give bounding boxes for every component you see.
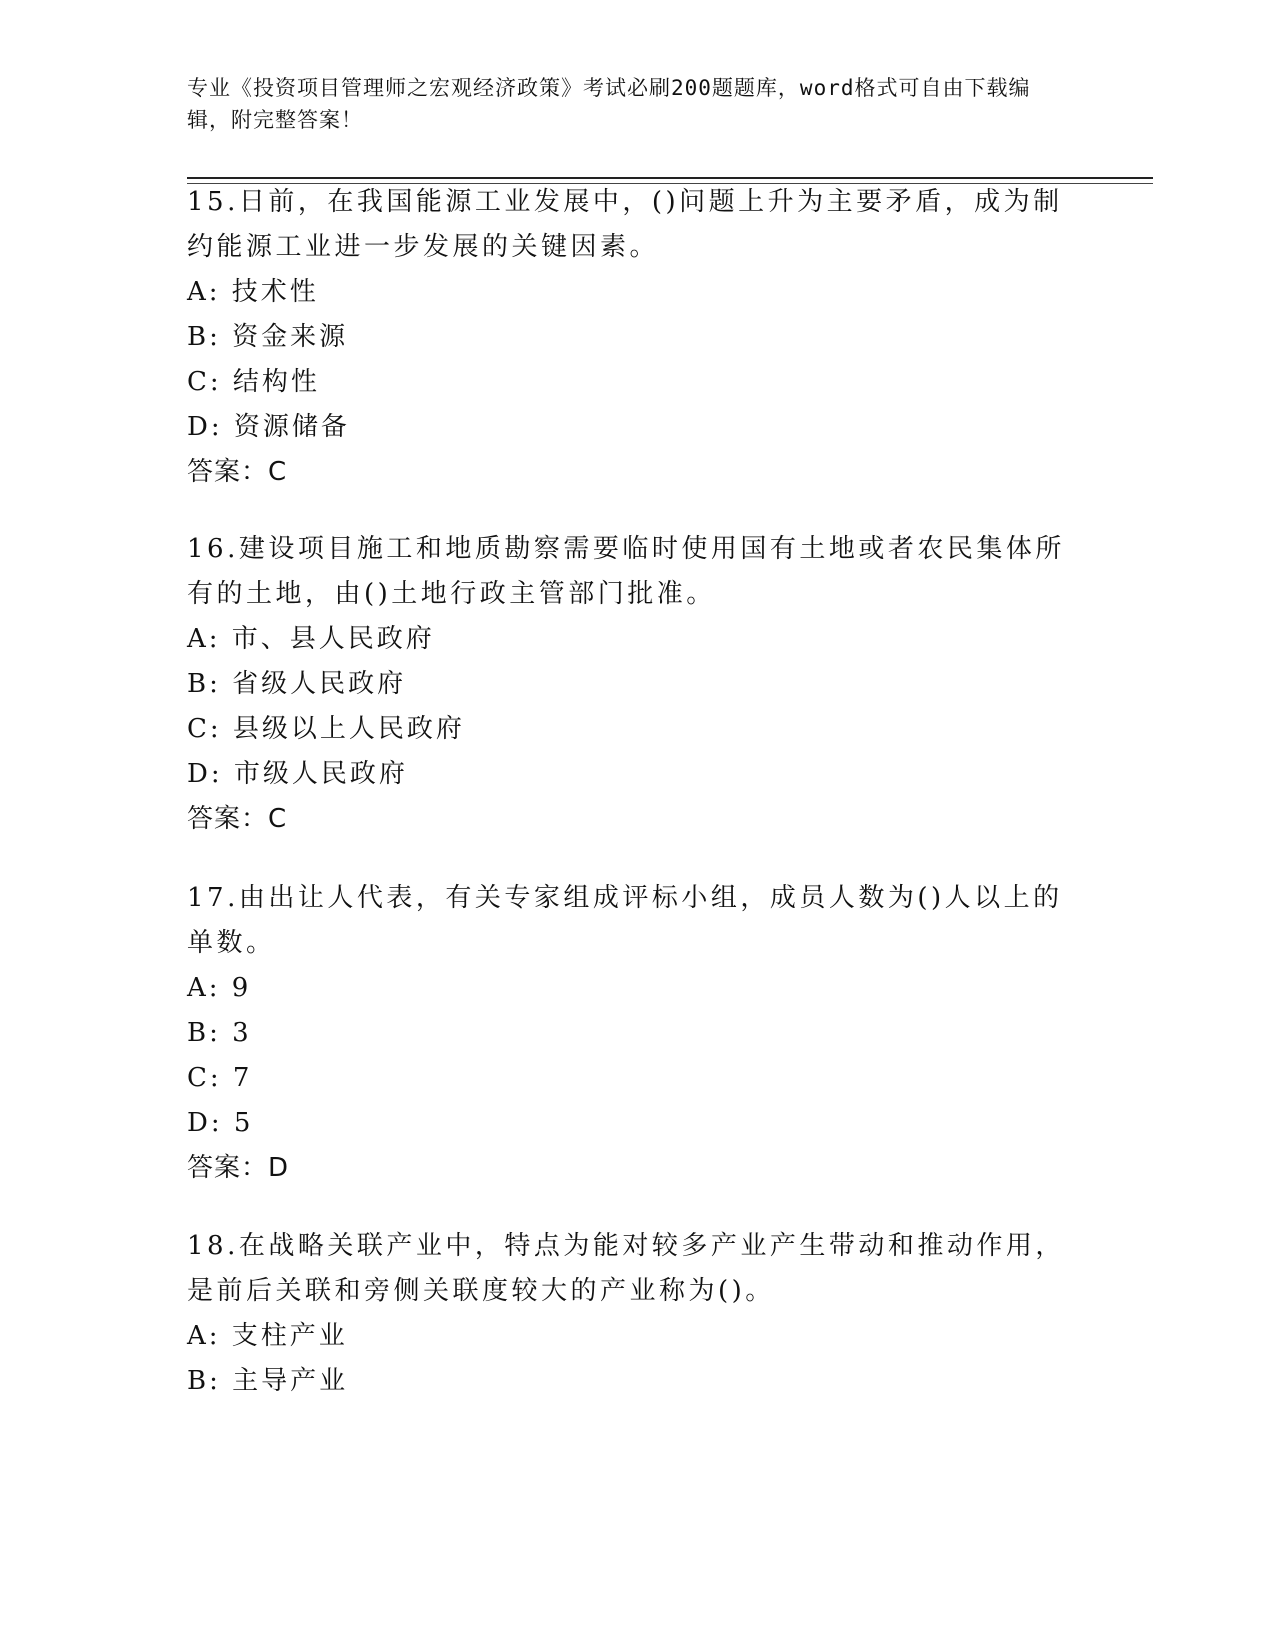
option-a: A: 市、县人民政府 — [187, 624, 435, 654]
answer-label: 答案：D — [187, 1153, 290, 1183]
option-d: D: 5 — [187, 1108, 254, 1138]
header-divider-thick — [187, 177, 1153, 179]
option-c: C: 县级以上人民政府 — [187, 714, 465, 744]
option-b: B: 主导产业 — [187, 1366, 349, 1396]
question-17 — [187, 876, 1077, 1191]
question-stem: 17.由出让人代表，有关专家组成评标小组，成员人数为()人以上的单数。 — [187, 883, 1063, 958]
option-b: B: 3 — [187, 1018, 252, 1048]
question-stem: 15.日前，在我国能源工业发展中，()问题上升为主要矛盾，成为制约能源工业进一步发展的关键因素。 — [187, 187, 1063, 262]
option-d: D: 资源储备 — [187, 412, 350, 442]
answer-label: 答案：C — [187, 804, 288, 834]
option-c: C: 7 — [187, 1063, 253, 1093]
option-a: A: 9 — [187, 973, 252, 1003]
option-b: B: 资金来源 — [187, 322, 349, 352]
answer-label: 答案：C — [187, 457, 288, 487]
option-a: A: 支柱产业 — [187, 1321, 348, 1351]
option-c: C: 结构性 — [187, 367, 320, 397]
option-d: D: 市级人民政府 — [187, 759, 408, 789]
option-a: A: 技术性 — [187, 277, 319, 307]
question-18 — [187, 1224, 1077, 1404]
question-16 — [187, 527, 1077, 842]
option-b: B: 省级人民政府 — [187, 669, 407, 699]
document-header: 专业《投资项目管理师之宏观经济政策》考试必刷200题题库，word格式可自由下载编辑，附完整答案！ — [187, 76, 1031, 132]
question-15 — [187, 180, 1077, 495]
question-stem: 18.在战略关联产业中，特点为能对较多产业产生带动和推动作用，是前后关联和旁侧关联度较大的产业称为()。 — [187, 1231, 1065, 1306]
question-stem: 16.建设项目施工和地质勘察需要临时使用国有土地或者农民集体所有的土地，由()土地行政主管部门批准。 — [187, 534, 1065, 609]
